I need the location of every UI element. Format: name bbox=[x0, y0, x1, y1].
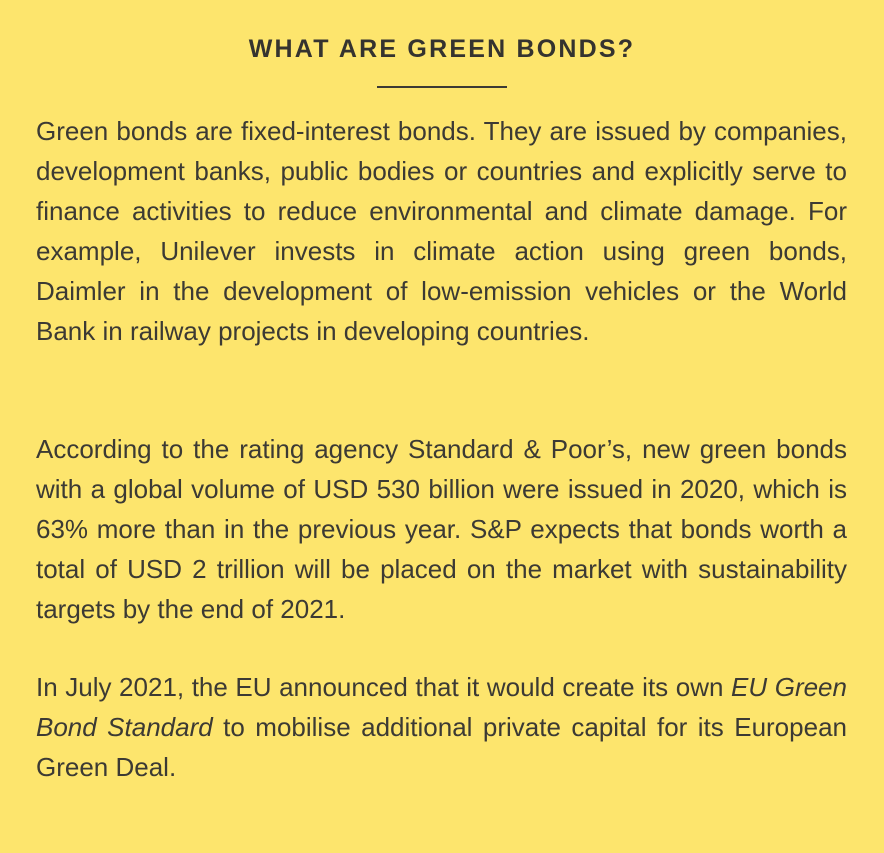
box-title: WHAT ARE GREEN BONDS? bbox=[248, 35, 636, 63]
title-divider bbox=[377, 86, 507, 88]
paragraph-market-volume: According to the rating agency Standard & Poor’s, new green bonds with a global volume of USD 530 billion were issued in 2020, which is 63% more than in the previous year. S&P expects that bonds worth a total of USD 2 trillion will be placed on the market with sustainability targets by the end of 2021. bbox=[36, 434, 847, 624]
eu-announcement-text: In July 2021, the EU announced that it would create its own bbox=[36, 672, 724, 702]
paragraph-eu-standard bbox=[36, 667, 847, 787]
eu-purpose-text: to mobilise additional private capital for its European Green Deal. bbox=[36, 712, 847, 782]
paragraph-definition: Green bonds are fixed-interest bonds. They are issued by companies, development banks, public bodies or countries and explicitly serve to finance activities to reduce environmental and climate damage. For example, Unilever invests in climate action using green bonds, Daimler in the development of low-emission vehicles or the World Bank in railway projects in developing countries. bbox=[36, 116, 847, 346]
eu-standard-name: EU Green Bond Standard bbox=[36, 672, 847, 742]
